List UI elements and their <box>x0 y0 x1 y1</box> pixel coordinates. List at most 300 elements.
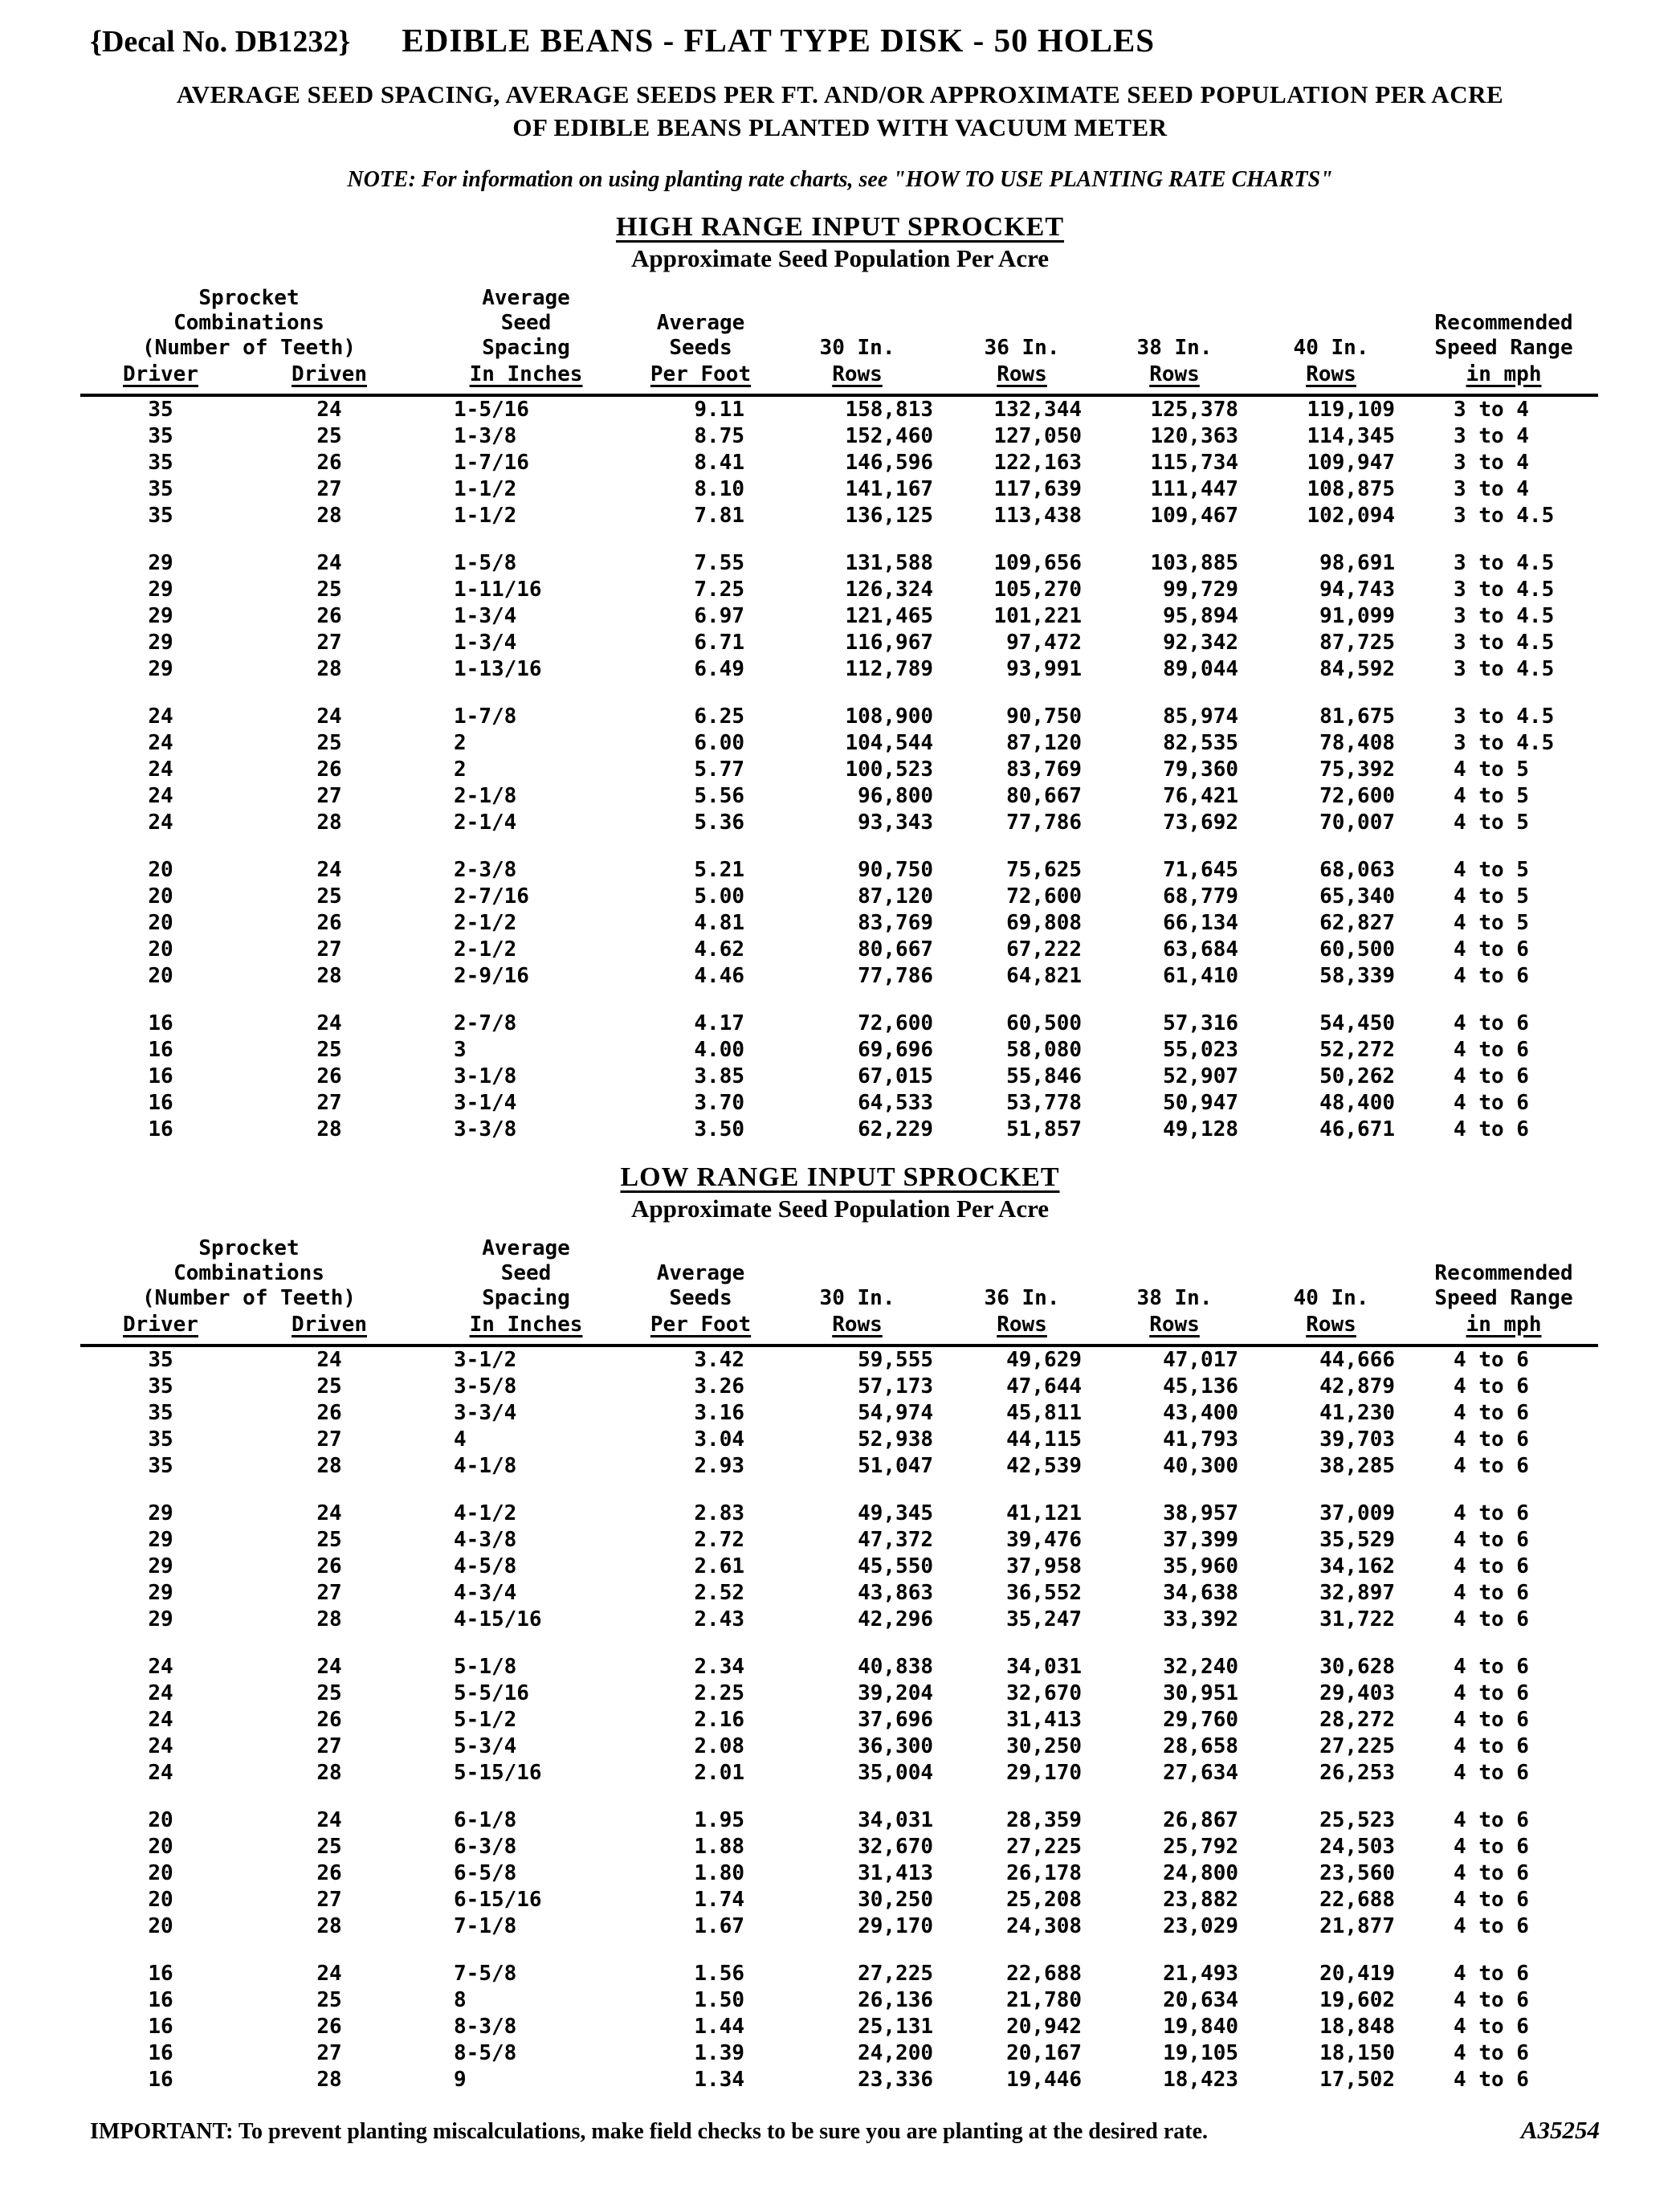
cell-driver: 24 <box>148 1760 173 1785</box>
table-row <box>80 910 1598 937</box>
cell-seeds-per-foot: 2.25 <box>694 1680 745 1705</box>
cell-pop-40in: 70,007 <box>1319 810 1396 835</box>
cell-pop-40in: 21,877 <box>1319 1913 1396 1938</box>
cell-pop-40in: 48,400 <box>1319 1090 1396 1115</box>
table-row <box>80 630 1598 656</box>
cell-pop-38in: 27,634 <box>1163 1760 1239 1785</box>
cell-seed-spacing: 2-7/16 <box>454 884 529 909</box>
table-row <box>80 395 1598 423</box>
cell-speed-range: 4 to 6 <box>1454 1117 1529 1141</box>
cell-pop-40in: 72,600 <box>1319 783 1396 808</box>
cell-speed-range: 4 to 6 <box>1454 2014 1529 2039</box>
cell-driver: 35 <box>148 1427 173 1452</box>
cell-speed-range: 3 to 4.5 <box>1454 603 1555 628</box>
cell-driven: 25 <box>316 1987 342 2012</box>
cell-seeds-per-foot: 1.67 <box>694 1913 745 1938</box>
cell-seed-spacing: 7-1/8 <box>454 1913 517 1938</box>
cell-driver: 24 <box>148 1733 173 1758</box>
cell-driven: 28 <box>316 963 342 988</box>
cell-speed-range: 3 to 4 <box>1454 450 1529 475</box>
cell-pop-38in: 52,907 <box>1163 1064 1239 1088</box>
page-title: EDIBLE BEANS - FLAT TYPE DISK - 50 HOLES <box>402 22 1156 59</box>
cell-pop-40in: 25,523 <box>1319 1807 1396 1832</box>
cell-seeds-per-foot: 1.74 <box>694 1887 745 1912</box>
cell-pop-38in: 23,882 <box>1163 1887 1239 1912</box>
cell-pop-36in: 19,446 <box>1006 2067 1083 2092</box>
cell-speed-range: 4 to 6 <box>1454 1453 1529 1478</box>
cell-seeds-per-foot: 5.21 <box>694 857 745 882</box>
col-header-speed-range: Recommended Speed Range <box>1434 1260 1573 1310</box>
cell-driver: 24 <box>148 757 173 782</box>
cell-seeds-per-foot: 3.04 <box>694 1427 745 1452</box>
cell-driver: 16 <box>148 2040 173 2065</box>
cell-driver: 24 <box>148 704 173 729</box>
cell-driven: 28 <box>316 503 342 528</box>
cell-seed-spacing: 3-1/2 <box>454 1347 517 1372</box>
cell-seed-spacing: 4-3/8 <box>454 1527 517 1552</box>
cell-seed-spacing: 3-3/8 <box>454 1117 517 1141</box>
cell-seeds-per-foot: 1.95 <box>694 1807 745 1832</box>
cell-seed-spacing: 3 <box>454 1037 467 1062</box>
cell-speed-range: 4 to 6 <box>1454 1501 1529 1525</box>
cell-seed-spacing: 5-5/16 <box>454 1680 529 1705</box>
cell-pop-38in: 63,684 <box>1163 937 1239 962</box>
table-row <box>80 1860 1598 1887</box>
cell-pop-36in: 67,222 <box>1006 937 1083 962</box>
cell-seed-spacing: 1-3/8 <box>454 423 517 448</box>
cell-pop-36in: 117,639 <box>993 476 1083 501</box>
cell-pop-38in: 38,957 <box>1163 1501 1239 1525</box>
cell-speed-range: 3 to 4.5 <box>1454 577 1555 602</box>
cell-seed-spacing: 4-3/4 <box>454 1580 517 1605</box>
cell-seed-spacing: 4 <box>454 1427 467 1452</box>
cell-driver: 16 <box>148 1037 173 1062</box>
cell-seed-spacing: 5-15/16 <box>454 1760 542 1785</box>
cell-pop-30in: 52,938 <box>858 1427 934 1452</box>
col-header-seeds-per-foot: Average Seeds <box>656 1260 745 1310</box>
cell-seed-spacing: 1-1/2 <box>454 503 517 528</box>
cell-speed-range: 4 to 6 <box>1454 2040 1529 2065</box>
cell-pop-30in: 67,015 <box>858 1064 934 1088</box>
table-row <box>80 937 1598 963</box>
cell-driven: 24 <box>316 1807 342 1832</box>
cell-driver: 24 <box>148 1680 173 1705</box>
cell-pop-40in: 38,285 <box>1319 1453 1396 1478</box>
cell-driver: 35 <box>148 1347 173 1372</box>
cell-driven: 24 <box>316 704 342 729</box>
cell-pop-38in: 73,692 <box>1163 810 1239 835</box>
col-header-rows-30: Rows <box>767 362 948 395</box>
cell-speed-range: 4 to 6 <box>1454 1400 1529 1425</box>
table-row <box>80 1913 1598 1940</box>
cell-seed-spacing: 2 <box>454 730 467 755</box>
cell-pop-36in: 75,625 <box>1006 857 1083 882</box>
group-spacer <box>80 1633 1598 1654</box>
cell-seed-spacing: 5-3/4 <box>454 1733 517 1758</box>
cell-driven: 25 <box>316 730 342 755</box>
cell-seeds-per-foot: 2.93 <box>694 1453 745 1478</box>
cell-speed-range: 4 to 6 <box>1454 1860 1529 1885</box>
cell-pop-38in: 30,951 <box>1163 1680 1239 1705</box>
cell-pop-30in: 25,131 <box>858 2014 934 2039</box>
table-row <box>80 1733 1598 1760</box>
cell-driver: 16 <box>148 1987 173 2012</box>
cell-speed-range: 4 to 5 <box>1454 810 1529 835</box>
cell-driver: 16 <box>148 1090 173 1115</box>
cell-seed-spacing: 1-1/2 <box>454 476 517 501</box>
cell-driven: 28 <box>316 656 342 681</box>
cell-seeds-per-foot: 4.17 <box>694 1011 745 1035</box>
high-range-table-body <box>80 395 1598 1143</box>
table-row <box>80 603 1598 630</box>
cell-driven: 25 <box>316 577 342 602</box>
col-header-in-inches: In Inches <box>418 362 634 395</box>
col-header-sprocket-combinations: Sprocket Combinations (Number of Teeth) <box>141 1235 357 1310</box>
cell-driver: 20 <box>148 1913 173 1938</box>
decal-number: {Decal No. DB1232} <box>90 25 351 59</box>
cell-driver: 20 <box>148 1887 173 1912</box>
cell-pop-40in: 28,272 <box>1319 1707 1396 1732</box>
cell-seeds-per-foot: 2.83 <box>694 1501 745 1525</box>
cell-pop-38in: 34,638 <box>1163 1580 1239 1605</box>
cell-pop-40in: 50,262 <box>1319 1064 1396 1088</box>
cell-pop-36in: 31,413 <box>1006 1707 1083 1732</box>
col-header-36in-rows: 36 In. <box>984 1285 1060 1310</box>
cell-seed-spacing: 6-1/8 <box>454 1807 517 1832</box>
cell-seeds-per-foot: 1.80 <box>694 1860 745 1885</box>
cell-pop-38in: 111,447 <box>1150 476 1239 501</box>
cell-pop-38in: 109,467 <box>1150 503 1239 528</box>
cell-seeds-per-foot: 1.34 <box>694 2067 745 2092</box>
high-range-table <box>80 286 1598 1143</box>
cell-driven: 26 <box>316 1064 342 1088</box>
col-header-30in-rows: 30 In. <box>819 335 895 360</box>
table-row <box>80 1707 1598 1733</box>
cell-pop-30in: 51,047 <box>858 1453 934 1478</box>
cell-driver: 16 <box>148 1117 173 1141</box>
cell-speed-range: 4 to 6 <box>1454 1733 1529 1758</box>
cell-pop-40in: 68,063 <box>1319 857 1396 882</box>
cell-seeds-per-foot: 5.56 <box>694 783 745 808</box>
cell-pop-40in: 58,339 <box>1319 963 1396 988</box>
cell-pop-38in: 18,423 <box>1163 2067 1239 2092</box>
cell-pop-30in: 100,523 <box>845 757 934 782</box>
cell-pop-40in: 19,602 <box>1319 1987 1396 2012</box>
cell-pop-36in: 105,270 <box>993 577 1083 602</box>
cell-speed-range: 4 to 6 <box>1454 1011 1529 1035</box>
cell-driven: 28 <box>316 1453 342 1478</box>
table-row <box>80 1527 1598 1554</box>
table-row <box>80 1427 1598 1453</box>
cell-seed-spacing: 2-9/16 <box>454 963 529 988</box>
cell-pop-38in: 125,378 <box>1150 397 1239 422</box>
cell-driver: 20 <box>148 884 173 909</box>
cell-seeds-per-foot: 2.08 <box>694 1733 745 1758</box>
group-spacer <box>80 990 1598 1011</box>
cell-pop-36in: 29,170 <box>1006 1760 1083 1785</box>
col-header-rows-36: Rows <box>948 362 1096 395</box>
cell-seeds-per-foot: 9.11 <box>694 397 745 422</box>
cell-seeds-per-foot: 2.43 <box>694 1607 745 1631</box>
cell-pop-36in: 90,750 <box>1006 704 1083 729</box>
cell-pop-36in: 122,163 <box>993 450 1083 475</box>
table-row <box>80 450 1598 476</box>
section-high-range <box>0 212 1680 1143</box>
cell-pop-36in: 45,811 <box>1006 1400 1083 1425</box>
table-row <box>80 1760 1598 1787</box>
cell-speed-range: 4 to 6 <box>1454 1064 1529 1088</box>
cell-pop-40in: 34,162 <box>1319 1554 1396 1578</box>
cell-pop-36in: 22,688 <box>1006 1961 1083 1986</box>
table-row <box>80 757 1598 783</box>
cell-pop-38in: 28,658 <box>1163 1733 1239 1758</box>
cell-pop-38in: 33,392 <box>1163 1607 1239 1631</box>
cell-pop-36in: 87,120 <box>1006 730 1083 755</box>
cell-pop-30in: 136,125 <box>845 503 934 528</box>
cell-pop-40in: 31,722 <box>1319 1607 1396 1631</box>
cell-driver: 24 <box>148 1654 173 1679</box>
cell-driven: 27 <box>316 1733 342 1758</box>
col-header-seeds-per-foot: Average Seeds <box>656 310 745 360</box>
cell-pop-38in: 26,867 <box>1163 1807 1239 1832</box>
section-heading-low-range: LOW RANGE INPUT SPROCKET <box>620 1162 1060 1192</box>
cell-pop-36in: 27,225 <box>1006 1834 1083 1859</box>
cell-pop-36in: 55,846 <box>1006 1064 1083 1088</box>
cell-pop-38in: 92,342 <box>1163 630 1239 655</box>
cell-pop-36in: 42,539 <box>1006 1453 1083 1478</box>
cell-pop-30in: 146,596 <box>845 450 934 475</box>
cell-driven: 28 <box>316 1607 342 1631</box>
cell-driver: 35 <box>148 476 173 501</box>
cell-seed-spacing: 1-13/16 <box>454 656 542 681</box>
cell-driven: 28 <box>316 1117 342 1141</box>
cell-pop-36in: 20,167 <box>1006 2040 1083 2065</box>
cell-driven: 24 <box>316 1011 342 1035</box>
cell-pop-30in: 90,750 <box>858 857 934 882</box>
cell-pop-30in: 69,696 <box>858 1037 934 1062</box>
cell-pop-36in: 47,644 <box>1006 1374 1083 1399</box>
cell-seeds-per-foot: 3.26 <box>694 1374 745 1399</box>
cell-seed-spacing: 2-3/8 <box>454 857 517 882</box>
cell-pop-30in: 131,588 <box>845 550 934 575</box>
table-row <box>80 577 1598 603</box>
cell-pop-36in: 64,821 <box>1006 963 1083 988</box>
cell-pop-40in: 26,253 <box>1319 1760 1396 1785</box>
cell-seeds-per-foot: 6.00 <box>694 730 745 755</box>
cell-seed-spacing: 2-1/2 <box>454 937 517 962</box>
cell-seed-spacing: 3-5/8 <box>454 1374 517 1399</box>
cell-pop-40in: 46,671 <box>1319 1117 1396 1141</box>
cell-pop-36in: 132,344 <box>993 397 1083 422</box>
table-row <box>80 1680 1598 1707</box>
cell-pop-38in: 82,535 <box>1163 730 1239 755</box>
cell-seed-spacing: 1-7/8 <box>454 704 517 729</box>
cell-driver: 20 <box>148 937 173 962</box>
cell-pop-36in: 32,670 <box>1006 1680 1083 1705</box>
col-header-rows-38: Rows <box>1096 1313 1253 1346</box>
cell-driver: 29 <box>148 603 173 628</box>
cell-driver: 16 <box>148 2014 173 2039</box>
table-row <box>80 1807 1598 1834</box>
cell-seed-spacing: 7-5/8 <box>454 1961 517 1986</box>
cell-seed-spacing: 4-1/8 <box>454 1453 517 1478</box>
cell-driven: 27 <box>316 476 342 501</box>
cell-pop-30in: 87,120 <box>858 884 934 909</box>
cell-driver: 29 <box>148 1554 173 1578</box>
cell-driven: 26 <box>316 450 342 475</box>
cell-seed-spacing: 3-1/4 <box>454 1090 517 1115</box>
cell-seeds-per-foot: 8.41 <box>694 450 745 475</box>
cell-driven: 25 <box>316 1037 342 1062</box>
cell-seeds-per-foot: 7.81 <box>694 503 745 528</box>
cell-seeds-per-foot: 5.00 <box>694 884 745 909</box>
cell-speed-range: 3 to 4.5 <box>1454 503 1555 528</box>
cell-driver: 24 <box>148 730 173 755</box>
cell-pop-30in: 36,300 <box>858 1733 934 1758</box>
table-row <box>80 2040 1598 2067</box>
cell-pop-38in: 55,023 <box>1163 1037 1239 1062</box>
cell-pop-30in: 29,170 <box>858 1913 934 1938</box>
cell-seeds-per-foot: 2.61 <box>694 1554 745 1578</box>
cell-pop-40in: 17,502 <box>1319 2067 1396 2092</box>
section-low-range <box>0 1162 1680 2093</box>
cell-pop-30in: 23,336 <box>858 2067 934 2092</box>
cell-driven: 26 <box>316 1860 342 1885</box>
cell-pop-40in: 102,094 <box>1307 503 1396 528</box>
cell-pop-40in: 42,879 <box>1319 1374 1396 1399</box>
cell-driven: 27 <box>316 1580 342 1605</box>
cell-seed-spacing: 1-7/16 <box>454 450 529 475</box>
footer-form-code: A35254 <box>1520 2115 1600 2144</box>
cell-seeds-per-foot: 6.97 <box>694 603 745 628</box>
section-heading-high-range: HIGH RANGE INPUT SPROCKET <box>615 211 1065 242</box>
cell-driver: 29 <box>148 577 173 602</box>
cell-pop-36in: 93,991 <box>1006 656 1083 681</box>
cell-pop-36in: 25,208 <box>1006 1887 1083 1912</box>
cell-pop-38in: 21,493 <box>1163 1961 1239 1986</box>
cell-pop-30in: 27,225 <box>858 1961 934 1986</box>
cell-pop-30in: 31,413 <box>858 1860 934 1885</box>
table-row <box>80 884 1598 910</box>
cell-driver: 20 <box>148 1834 173 1859</box>
cell-pop-30in: 57,173 <box>858 1374 934 1399</box>
cell-driver: 35 <box>148 1374 173 1399</box>
cell-speed-range: 4 to 6 <box>1454 1347 1529 1372</box>
cell-pop-38in: 115,734 <box>1150 450 1239 475</box>
cell-seeds-per-foot: 2.72 <box>694 1527 745 1552</box>
cell-seed-spacing: 2-1/8 <box>454 783 517 808</box>
cell-pop-36in: 28,359 <box>1006 1807 1083 1832</box>
cell-pop-30in: 34,031 <box>858 1807 934 1832</box>
cell-pop-38in: 76,421 <box>1163 783 1239 808</box>
cell-speed-range: 4 to 6 <box>1454 1987 1529 2012</box>
cell-pop-36in: 60,500 <box>1006 1011 1083 1035</box>
cell-speed-range: 3 to 4.5 <box>1454 704 1555 729</box>
cell-pop-38in: 85,974 <box>1163 704 1239 729</box>
table-row <box>80 730 1598 757</box>
cell-pop-40in: 22,688 <box>1319 1887 1396 1912</box>
cell-driven: 28 <box>316 2067 342 2092</box>
col-header-rows-38: Rows <box>1096 362 1253 395</box>
cell-seeds-per-foot: 2.34 <box>694 1654 745 1679</box>
cell-driven: 26 <box>316 603 342 628</box>
cell-pop-38in: 95,894 <box>1163 603 1239 628</box>
cell-pop-38in: 32,240 <box>1163 1654 1239 1679</box>
table-row <box>80 704 1598 730</box>
cell-driver: 29 <box>148 550 173 575</box>
cell-driver: 29 <box>148 1607 173 1631</box>
table-row <box>80 1064 1598 1090</box>
cell-speed-range: 4 to 6 <box>1454 937 1529 962</box>
cell-seeds-per-foot: 5.77 <box>694 757 745 782</box>
cell-speed-range: 4 to 6 <box>1454 1680 1529 1705</box>
cell-driven: 24 <box>316 1501 342 1525</box>
cell-pop-30in: 39,204 <box>858 1680 934 1705</box>
cell-driver: 29 <box>148 1501 173 1525</box>
cell-pop-36in: 24,308 <box>1006 1913 1083 1938</box>
usage-note: NOTE: For information on using planting rate charts, see "HOW TO USE PLANTING RATE CHARTS" <box>347 166 1333 192</box>
cell-driven: 24 <box>316 550 342 575</box>
cell-pop-40in: 78,408 <box>1319 730 1396 755</box>
cell-seed-spacing: 1-11/16 <box>454 577 542 602</box>
cell-pop-38in: 66,134 <box>1163 910 1239 935</box>
cell-pop-36in: 30,250 <box>1006 1733 1083 1758</box>
table-row <box>80 963 1598 990</box>
cell-pop-30in: 152,460 <box>845 423 934 448</box>
cell-pop-38in: 120,363 <box>1150 423 1239 448</box>
table-row <box>80 1400 1598 1427</box>
cell-pop-38in: 61,410 <box>1163 963 1239 988</box>
table-row <box>80 1037 1598 1064</box>
cell-speed-range: 4 to 6 <box>1454 1554 1529 1578</box>
cell-driver: 20 <box>148 910 173 935</box>
cell-speed-range: 4 to 6 <box>1454 963 1529 988</box>
cell-seeds-per-foot: 3.70 <box>694 1090 745 1115</box>
cell-pop-30in: 80,667 <box>858 937 934 962</box>
table-row <box>80 550 1598 577</box>
cell-seed-spacing: 8 <box>454 1987 467 2012</box>
low-range-table <box>80 1236 1598 2093</box>
group-spacer <box>80 1940 1598 1961</box>
cell-seeds-per-foot: 4.62 <box>694 937 745 962</box>
cell-seed-spacing: 1-5/8 <box>454 550 517 575</box>
cell-pop-30in: 83,769 <box>858 910 934 935</box>
cell-pop-40in: 84,592 <box>1319 656 1396 681</box>
cell-pop-38in: 99,729 <box>1163 577 1239 602</box>
cell-pop-30in: 158,813 <box>845 397 934 422</box>
col-header-driven: Driven <box>241 1313 418 1346</box>
cell-pop-30in: 77,786 <box>858 963 934 988</box>
col-header-driver: Driver <box>80 1313 241 1346</box>
table-row <box>80 810 1598 836</box>
col-header-38in-rows: 38 In. <box>1136 335 1213 360</box>
cell-driver: 20 <box>148 857 173 882</box>
cell-seeds-per-foot: 1.88 <box>694 1834 745 1859</box>
cell-speed-range: 3 to 4.5 <box>1454 630 1555 655</box>
cell-seeds-per-foot: 3.16 <box>694 1400 745 1425</box>
cell-pop-40in: 65,340 <box>1319 884 1396 909</box>
cell-speed-range: 3 to 4.5 <box>1454 550 1555 575</box>
col-header-seed-spacing: Average Seed Spacing <box>482 285 570 360</box>
cell-pop-38in: 50,947 <box>1163 1090 1239 1115</box>
section-subheading-low-range: Approximate Seed Population Per Acre <box>630 1194 1050 1223</box>
cell-seeds-per-foot: 1.50 <box>694 1987 745 2012</box>
cell-pop-36in: 51,857 <box>1006 1117 1083 1141</box>
cell-pop-30in: 72,600 <box>858 1011 934 1035</box>
cell-driven: 28 <box>316 810 342 835</box>
cell-driver: 29 <box>148 630 173 655</box>
cell-pop-38in: 71,645 <box>1163 857 1239 882</box>
